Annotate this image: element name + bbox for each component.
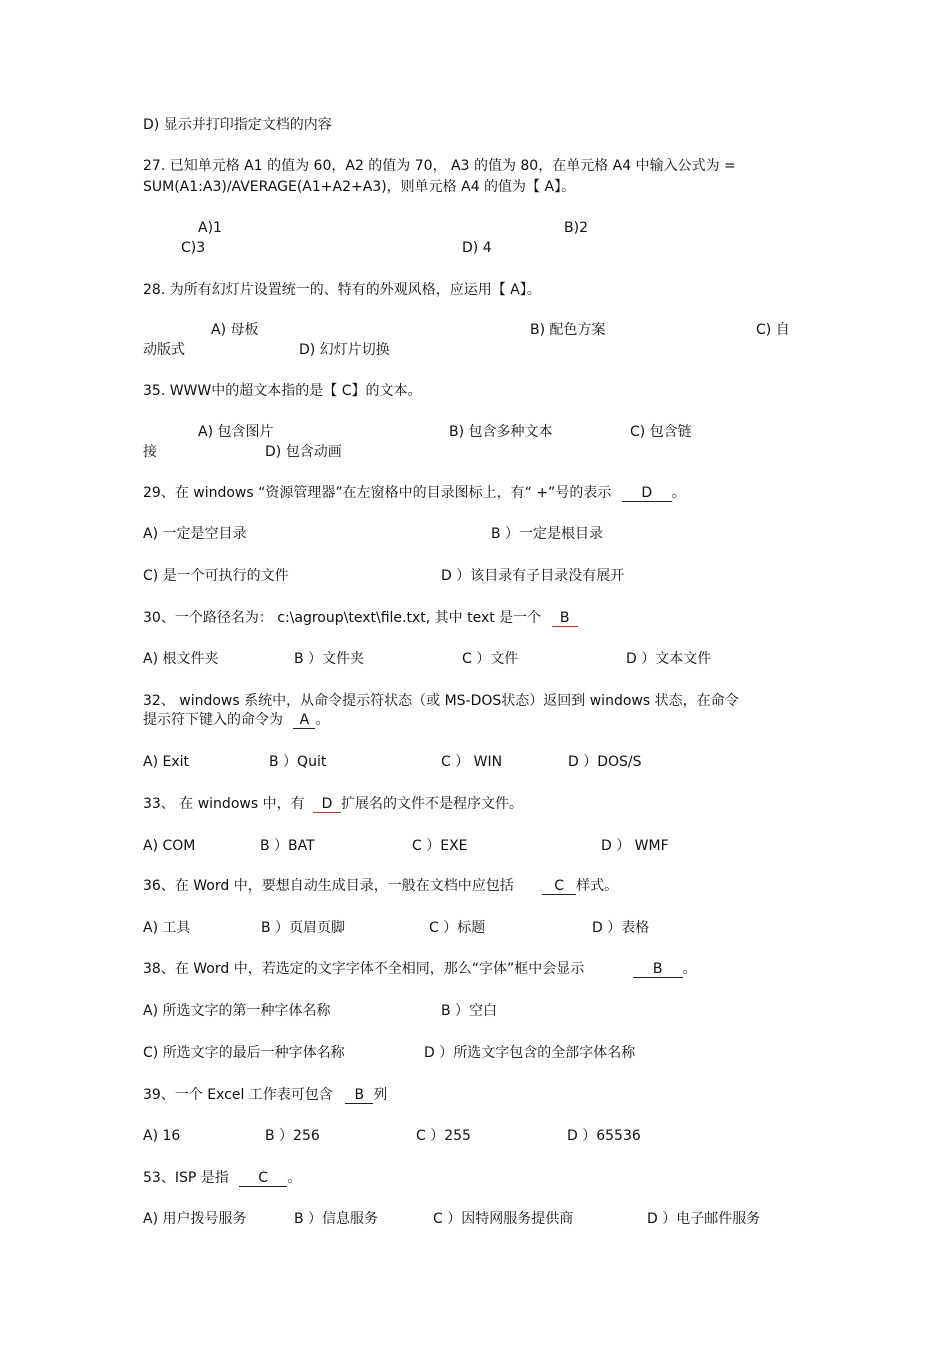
q33-stem-post: 扩展名的文件不是程序文件。 — [341, 796, 524, 812]
q36-option-c: C ）标题 — [429, 920, 486, 936]
q28-stem: 28. 为所有幻灯片设置统一的、特有的外观风格，应运用【 A】。 — [143, 282, 541, 298]
q29-answer-blank: D — [622, 485, 672, 502]
q35-option-b: B) 包含多种文本 — [449, 424, 553, 440]
q32-option-a: A) Exit — [143, 754, 189, 770]
q35-option-c-part2: 接 — [143, 444, 157, 460]
q35-stem: 35. WWW中的超文本指的是【 C】的文本。 — [143, 383, 422, 399]
q36-answer-blank: C — [542, 878, 576, 895]
q53-stem — [143, 1169, 301, 1187]
q53-stem-pre: 53、ISP 是指 — [143, 1170, 229, 1186]
q29-option-a: A) 一定是空目录 — [143, 526, 247, 542]
q28-option-a: A) 母板 — [211, 322, 259, 338]
q30-option-d: D ）文本文件 — [626, 651, 712, 667]
q32-option-b: B ）Quit — [269, 754, 327, 770]
q38-stem — [143, 960, 697, 978]
q53-stem-end: 。 — [287, 1170, 302, 1186]
q39-answer-blank: B — [345, 1087, 373, 1104]
q27-option-d: D) 4 — [462, 240, 492, 256]
q33-answer-blank: D — [313, 796, 341, 813]
q28-option-c-part2: 动版式 — [143, 342, 185, 358]
q39-option-d: D ）65536 — [567, 1128, 641, 1144]
q33-option-b: B ）BAT — [260, 838, 315, 854]
q39-stem — [143, 1086, 387, 1104]
q30-stem-text: 30、一个路径名为： c:\agroup\text\file.txt, 其中 text 是一个 — [143, 610, 542, 626]
q39-option-a: A) 16 — [143, 1128, 181, 1144]
q27-option-c: C)3 — [181, 240, 206, 256]
q32-stem-end: 。 — [315, 712, 330, 728]
q28-option-d: D) 幻灯片切换 — [299, 342, 390, 358]
q39-stem-post: 列 — [373, 1087, 388, 1103]
q39-option-b: B ）256 — [265, 1128, 320, 1144]
q29-stem-text: 29、在 windows “资源管理器”在左窗格中的目录图标上，有“ +”号的表示 — [143, 485, 612, 501]
q32-option-d: D ）DOS/S — [568, 754, 642, 770]
q27-stem-line2: SUM(A1:A3)/AVERAGE(A1+A2+A3)，则单元格 A4 的值为【 A】。 — [143, 179, 576, 195]
q32-stem-text: 提示符下键入的命令为 — [143, 712, 283, 728]
q30-option-c: C ）文件 — [462, 651, 519, 667]
q35-option-a: A) 包含图片 — [198, 424, 274, 440]
q30-answer-blank: B — [552, 610, 578, 627]
q29-option-c: C) 是一个可执行的文件 — [143, 568, 289, 584]
q53-option-a: A) 用户拨号服务 — [143, 1211, 247, 1227]
q33-option-c: C ）EXE — [412, 838, 468, 854]
q53-answer-blank: C — [239, 1170, 287, 1187]
q36-option-d: D ）表格 — [592, 920, 650, 936]
q30-stem — [143, 609, 578, 627]
q36-stem-pre: 36、在 Word 中，要想自动生成目录，一般在文档中应包括 — [143, 878, 514, 894]
q33-stem-pre: 33、 在 windows 中，有 — [143, 796, 305, 812]
q38-answer-blank: B — [633, 961, 683, 978]
q33-option-a: A) COM — [143, 838, 196, 854]
q36-stem — [143, 877, 618, 895]
q29-option-b: B ）一定是根目录 — [491, 526, 604, 542]
q29-option-d: D ）该目录有子目录没有展开 — [441, 568, 625, 584]
q27-option-a: A)1 — [198, 220, 222, 236]
q30-option-b: B ）文件夹 — [294, 651, 365, 667]
q35-option-d: D) 包含动画 — [265, 444, 342, 460]
q53-option-d: D ）电子邮件服务 — [647, 1211, 761, 1227]
q36-option-a: A) 工具 — [143, 920, 191, 936]
q28-option-b: B) 配色方案 — [530, 322, 606, 338]
q32-stem-line2 — [143, 711, 329, 729]
q53-option-c: C ）因特网服务提供商 — [433, 1211, 574, 1227]
q32-answer-blank: A — [293, 712, 315, 729]
q27-stem-line1: 27. 已知单元格 A1 的值为 60，A2 的值为 70， A3 的值为 80，在单元格 A4 中输入公式为 = — [143, 158, 736, 174]
q30-option-a: A) 根文件夹 — [143, 651, 219, 667]
q33-stem — [143, 795, 523, 813]
q36-option-b: B ）页眉页脚 — [261, 920, 346, 936]
q29-stem — [143, 484, 686, 502]
q38-stem-pre: 38、在 Word 中，若选定的文字字体不全相同，那么“字体”框中会显示 — [143, 961, 585, 977]
q32-option-c: C ） WIN — [441, 754, 503, 770]
q33-option-d: D ） WMF — [601, 838, 669, 854]
q26-option-d: D) 显示并打印指定文档的内容 — [143, 117, 332, 133]
q39-stem-pre: 39、一个 Excel 工作表可包含 — [143, 1087, 333, 1103]
q53-option-b: B ）信息服务 — [294, 1211, 379, 1227]
q29-stem-end: 。 — [671, 485, 686, 501]
q38-option-d: D ）所选文字包含的全部字体名称 — [424, 1045, 636, 1061]
q28-option-c-part1: C) 自 — [756, 322, 790, 338]
q38-stem-end: 。 — [682, 961, 697, 977]
q39-option-c: C ）255 — [416, 1128, 471, 1144]
q27-option-b: B)2 — [564, 220, 588, 236]
q36-stem-post: 样式。 — [576, 878, 619, 894]
q38-option-a: A) 所选文字的第一种字体名称 — [143, 1003, 331, 1019]
q38-option-b: B ）空白 — [441, 1003, 498, 1019]
q38-option-c: C) 所选文字的最后一种字体名称 — [143, 1045, 345, 1061]
q35-option-c-part1: C) 包含链 — [630, 424, 692, 440]
q32-stem-line1: 32、 windows 系统中，从命令提示符状态（或 MS-DOS状态）返回到 windows 状态，在命令 — [143, 693, 739, 709]
